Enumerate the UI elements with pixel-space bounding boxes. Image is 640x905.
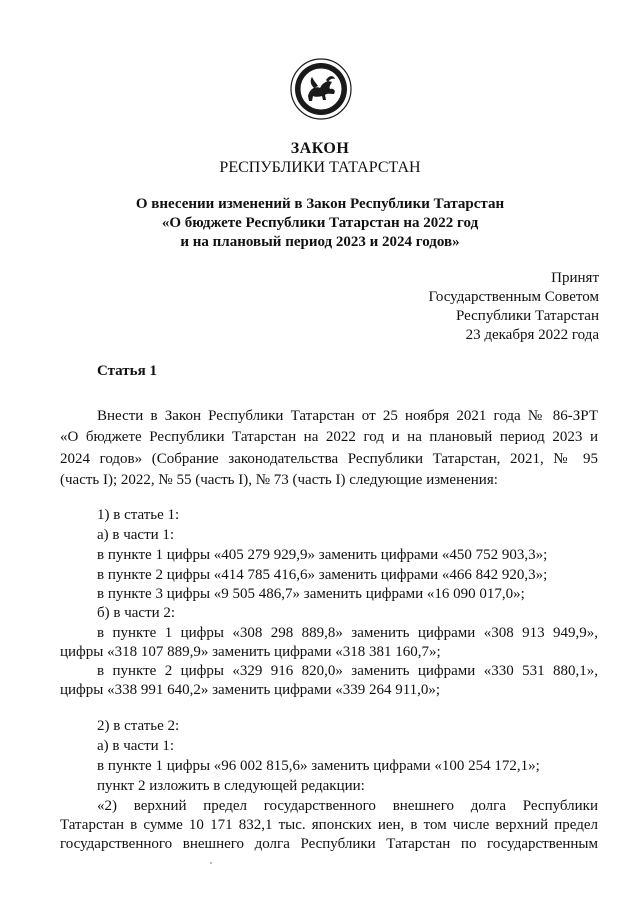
document-type: ЗАКОН — [290, 140, 350, 157]
item1-part-a: а) в части 1: — [97, 527, 175, 543]
item2-heading: 2) в статье 2: — [97, 718, 180, 734]
scan-dot — [210, 862, 212, 864]
law-title-line-2: «О бюджете Республики Татарстан на 2022 год — [161, 215, 479, 231]
intro-line-2: «О бюджете Республики Татарстан на 2022 год и на плановый период 2023 и — [60, 429, 598, 445]
law-title-line-1: О внесении изменений в Закон Республики Татарстан — [135, 196, 505, 212]
item1-point-1: в пункте 1 цифры «405 279 929,9» заменить цифрами «450 752 903,3»; — [97, 547, 548, 563]
adoption-date: 23 декабря 2022 года — [465, 327, 599, 343]
intro-line-3: 2024 годов» (Собрание законодательства Республики Татарстан, 2021, № 95 — [60, 451, 598, 467]
adopted-line-2: Государственным Советом — [428, 289, 599, 305]
item1-b-point-2-line-1: в пункте 2 цифры «329 916 820,0» заменить цифрами «330 531 880,1», — [97, 663, 598, 679]
item1-point-2: в пункте 2 цифры «414 785 416,6» заменить цифрами «466 842 920,3»; — [97, 567, 548, 583]
article-heading: Статья 1 — [97, 363, 157, 379]
item1-b-point-1-line-1: в пункте 1 цифры «308 298 889,8» заменить цифрами «308 913 949,9», — [97, 625, 598, 641]
adopted-line-3: Республики Татарстан — [455, 308, 599, 324]
item2-point-1: в пункте 1 цифры «96 002 815,6» заменить цифрами «100 254 172,1»; — [97, 758, 540, 774]
issuing-republic: РЕСПУБЛИКИ ТАТАРСТАН — [219, 159, 421, 176]
item1-point-3: в пункте 3 цифры «9 505 486,7» заменить цифрами «16 090 017,0»; — [97, 586, 525, 602]
item2-point-2: пункт 2 изложить в следующей редакции: — [97, 778, 365, 794]
item2-quote-line-3: государственного внешнего долга Республики Татарстан по государственным — [60, 836, 598, 852]
law-title-line-3: и на плановый период 2023 и 2024 годов» — [180, 234, 460, 250]
intro-line-1: Внести в Закон Республики Татарстан от 25 ноября 2021 года № 86-ЗРТ — [97, 408, 598, 424]
item2-quote-line-1: «2) верхний предел государственного внешнего долга Республики — [97, 798, 598, 814]
item1-part-b: б) в части 2: — [97, 605, 176, 621]
intro-line-4: (часть I); 2022, № 55 (часть I), № 73 (часть I) следующие изменения: — [60, 472, 498, 488]
adopted-line-1: Принят — [551, 270, 599, 286]
tatarstan-coat-of-arms-icon — [290, 58, 352, 120]
item1-b-point-1-line-2: цифры «318 107 889,9» заменить цифрами «318 381 160,7»; — [60, 644, 441, 660]
item1-heading: 1) в статье 1: — [97, 507, 180, 523]
item2-part-a: а) в части 1: — [97, 738, 175, 754]
item1-b-point-2-line-2: цифры «338 991 640,2» заменить цифрами «339 264 911,0»; — [60, 682, 441, 698]
item2-quote-line-2: Татарстан в сумме 10 171 832,1 тыс. японских иен, в том числе верхний предел — [60, 817, 598, 833]
